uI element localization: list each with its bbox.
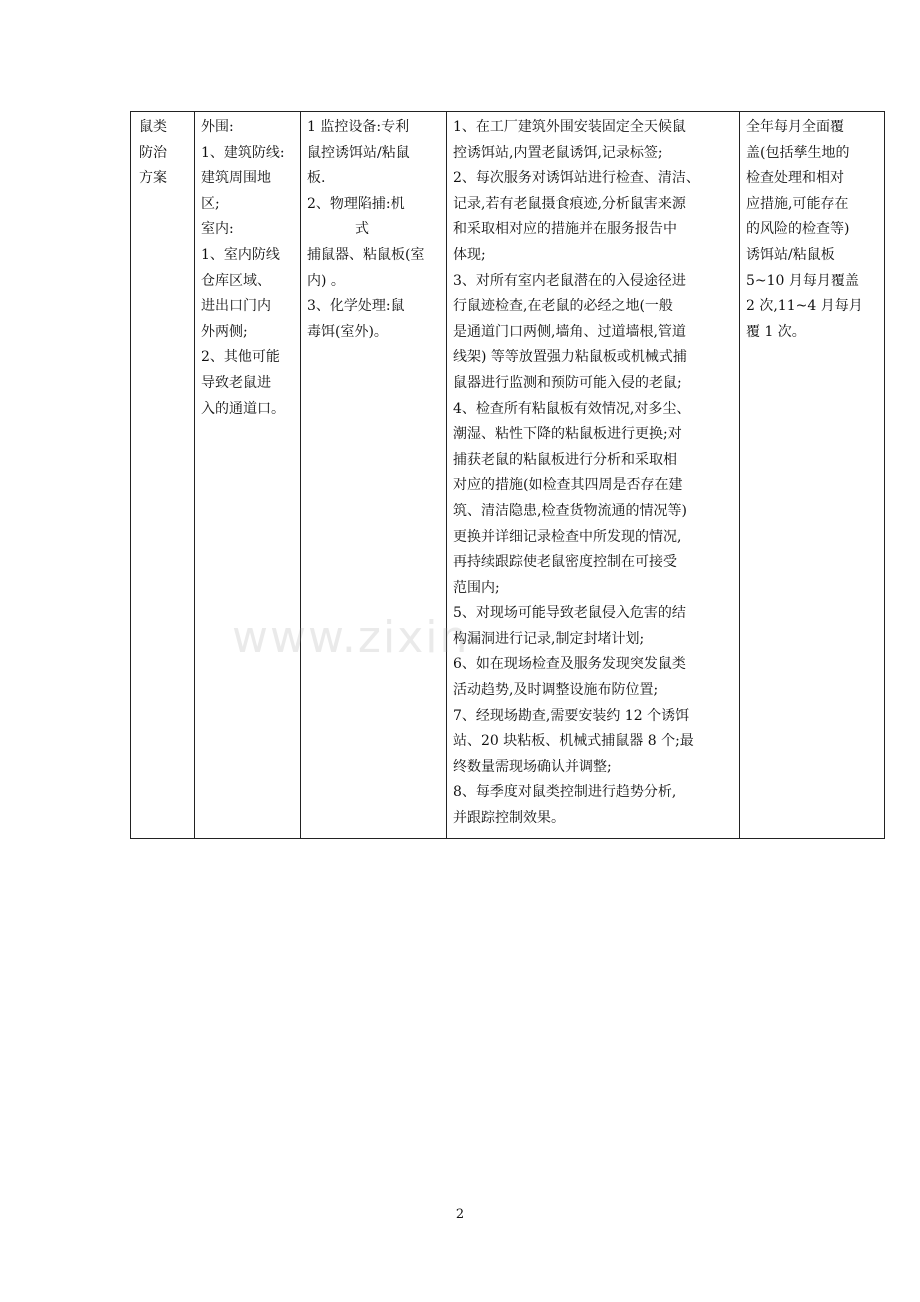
- text-line: 筑、清洁隐患,检查货物流通的情况等): [453, 502, 687, 519]
- text-line: 建筑周围地: [201, 170, 271, 187]
- text-line: 1 监控设备:专利: [307, 119, 410, 135]
- text-line: 式: [355, 221, 369, 238]
- text-line: 应措施,可能存在: [746, 195, 849, 212]
- text-line: 捕获老鼠的粘鼠板进行分析和采取相: [453, 451, 677, 468]
- text-line: 5、对现场可能导致老鼠侵入危害的结: [453, 605, 686, 622]
- text-line: 是通道门口两侧,墙角、过道墙根,管道: [453, 323, 686, 340]
- text-line: 潮湿、粘性下降的粘鼠板进行更换;对: [453, 426, 682, 443]
- text-line: 外两侧;: [201, 323, 248, 340]
- text-line: 再持续跟踪使老鼠密度控制在可接受: [453, 554, 677, 571]
- text-line: 的风险的检查等): [746, 221, 850, 238]
- text-line: 防治: [139, 144, 167, 161]
- text-line: 2 次,11~4 月每月: [746, 298, 863, 315]
- text-line: 全年每月全面覆: [746, 119, 844, 135]
- text-line: 对应的措施(如检查其四周是否存在建: [453, 477, 683, 494]
- procedure-cell: [447, 112, 740, 839]
- text-line: 2、每次服务对诱饵站进行检查、清洁、: [453, 170, 700, 187]
- page-number: 2: [455, 1207, 465, 1222]
- text-line: 控诱饵站,内置老鼠诱饵,记录标签;: [453, 144, 663, 161]
- pest-control-table: [130, 111, 885, 839]
- text-line: 室内:: [201, 221, 234, 238]
- text-line: 4、检查所有粘鼠板有效情况,对多尘、: [453, 400, 691, 417]
- table-row: [131, 112, 885, 839]
- text-line: 1、建筑防线:: [201, 144, 285, 161]
- text-line: 并跟踪控制效果。: [453, 810, 565, 827]
- text-line: 毒饵(室外)。: [307, 323, 388, 340]
- text-line: 7、经现场勘查,需要安装约 12 个诱饵: [453, 707, 690, 724]
- text-line: 体现;: [453, 246, 486, 263]
- watermark: www.zixin: [232, 612, 470, 663]
- text-line: 终数量需现场确认并调整;: [453, 758, 612, 775]
- text-line: 区;: [201, 195, 220, 212]
- text-line: 行鼠迹检查,在老鼠的必经之地(一般: [453, 298, 673, 315]
- text-line: 盖(包括孳生地的: [746, 144, 850, 161]
- text-line: 2、其他可能: [201, 349, 280, 366]
- text-line: 5~10 月每月覆盖: [746, 272, 859, 289]
- text-line: 线架) 等等放置强力粘鼠板或机械式捕: [453, 349, 687, 366]
- text-line: 3、化学处理:鼠: [307, 298, 405, 315]
- text-line: 外围:: [201, 119, 234, 135]
- text-line: 1、在工厂建筑外围安装固定全天候鼠: [453, 119, 686, 135]
- text-line: 1、室内防线: [201, 246, 280, 263]
- text-line: 捕鼠器、粘鼠板(室: [307, 246, 425, 263]
- text-line: 覆 1 次。: [746, 323, 806, 340]
- text-line: 诱饵站/粘鼠板: [746, 246, 835, 263]
- text-line: 导致老鼠进: [201, 374, 271, 391]
- text-line: 站、20 块粘板、机械式捕鼠器 8 个;最: [453, 733, 694, 750]
- text-line: 板.: [307, 170, 326, 187]
- text-line: 方案: [139, 170, 167, 187]
- text-line: 3、对所有室内老鼠潜在的入侵途径进: [453, 272, 686, 289]
- text-line: 更换并详细记录检查中所发现的情况,: [453, 528, 682, 545]
- text-line: 鼠类: [139, 119, 167, 135]
- text-line: 和采取相对应的措施并在服务报告中: [453, 221, 677, 238]
- text-line: 活动趋势,及时调整设施布防位置;: [453, 682, 659, 699]
- text-line: 入的通道口。: [201, 400, 285, 417]
- text-line: 鼠控诱饵站/粘鼠: [307, 144, 410, 161]
- text-line: 仓库区域、: [201, 272, 271, 289]
- text-line: 6、如在现场检查及服务发现突发鼠类: [453, 656, 686, 673]
- frequency-cell: [740, 112, 885, 839]
- text-line: 进出口门内: [201, 298, 271, 315]
- text-line: 8、每季度对鼠类控制进行趋势分析,: [453, 784, 677, 801]
- method-cell: [301, 112, 447, 839]
- text-line: 内) 。: [307, 272, 345, 289]
- text-line: 构漏洞进行记录,制定封堵计划;: [453, 630, 645, 647]
- area-cell: [195, 112, 301, 839]
- text-line: 2、物理陷捕:机: [307, 195, 405, 212]
- text-line: 记录,若有老鼠摄食痕迹,分析鼠害来源: [453, 195, 686, 212]
- category-cell: [131, 112, 195, 839]
- text-line: 范围内;: [453, 579, 500, 596]
- text-line: 检查处理和相对: [746, 170, 844, 187]
- text-line: 鼠器进行监测和预防可能入侵的老鼠;: [453, 374, 682, 391]
